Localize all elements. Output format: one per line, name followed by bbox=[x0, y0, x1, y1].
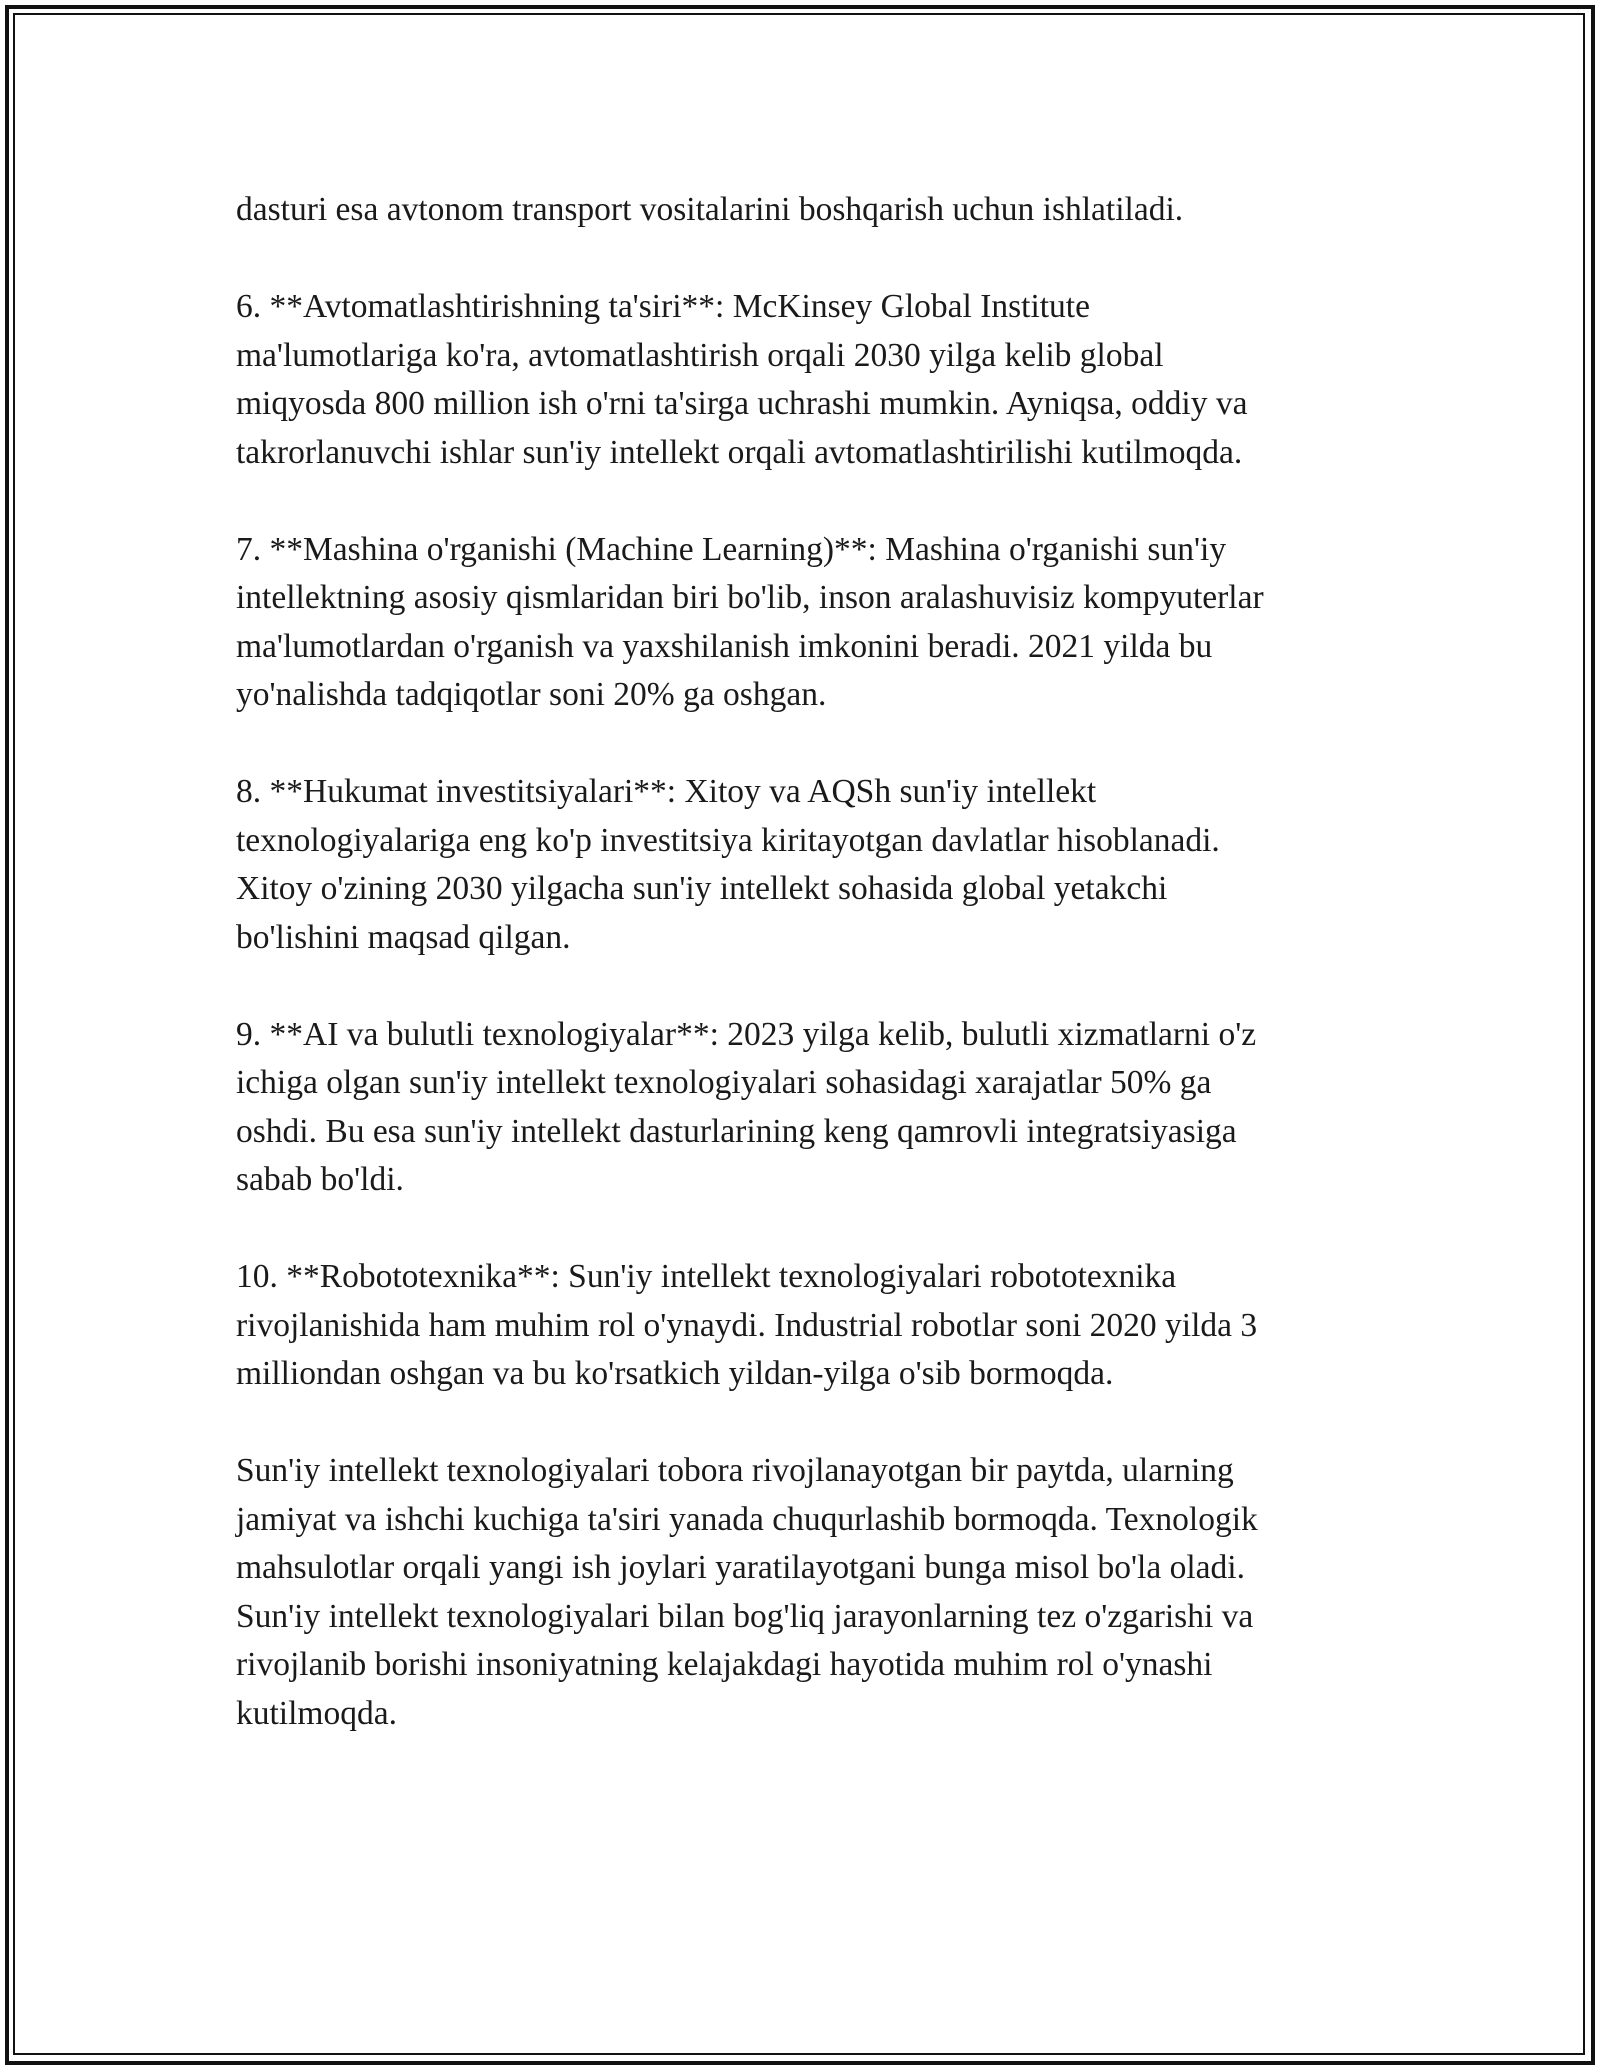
paragraph-conclusion: Sun'iy intellekt texnologiyalari tobora rivojlanayotgan bir paytda, ularning jamiyat va ishchi kuchiga ta'siri yanada chuqurlashib bormoqda. Texnologik mahsulotlar orqali yangi ish joylari yaratilayotgani bunga misol bo'la oladi. Sun'iy intellekt texnologiyalari bilan bog'liq jarayonlarning tez o'zgarishi va rivojlanib borishi insoniyatning kelajakdagi hayotida muhim rol o'ynashi kutilmoqda. bbox=[236, 1452, 1258, 1732]
paragraph-item-9: 9. **AI va bulutli texnologiyalar**: 2023 yilga kelib, bulutli xizmatlarni o'z ichiga olgan sun'iy intellekt texnologiyalari sohasidagi xarajatlar 50% ga oshdi. Bu esa sun'iy intellekt dasturlarining keng qamrovli integratsiyasiga sabab bo'ldi. bbox=[236, 1015, 1257, 1198]
paragraph-item-10: 10. **Robototexnika**: Sun'iy intellekt texnologiyalari robototexnika rivojlanishida ham muhim rol o'ynaydi. Industrial robotlar soni 2020 yilda 3 milliondan oshgan va bu ko'rsatkich yildan-yilga o'sib bormoqda. bbox=[236, 1258, 1258, 1392]
paragraph-item-6: 6. **Avtomatlashtirishning ta'siri**: McKinsey Global Institute ma'lumotlariga ko'ra, avtomatlashtirish orqali 2030 yilga kelib global miqyosda 800 million ish o'rni ta'sirga uchrashi mumkin. Ayniqsa, oddiy va takrorlanuvchi ishlar sun'iy intellekt orqali avtomatlashtirilishi kutilmoqda. bbox=[236, 288, 1248, 471]
paragraph-continuation: dasturi esa avtonom transport vositalarini boshqarish uchun ishlatiladi. bbox=[236, 191, 1184, 228]
paragraph-item-8: 8. **Hukumat investitsiyalari**: Xitoy va AQSh sun'iy intellekt texnologiyalariga eng ko'p investitsiya kiritayotgan davlatlar hisoblanadi. Xitoy o'zining 2030 yilgacha sun'iy intellekt sohasida global yetakchi bo'lishini maqsad qilgan. bbox=[236, 773, 1220, 956]
paragraph-item-7: 7. **Mashina o'rganishi (Machine Learning)**: Mashina o'rganishi sun'iy intellektning asosiy qismlaridan biri bo'lib, inson aralashuvisiz kompyuterlar ma'lumotlardan o'rganish va yaxshilanish imkonini beradi. 2021 yilda bu yo'nalishda tadqiqotlar soni 20% ga oshgan. bbox=[236, 530, 1264, 713]
document-body bbox=[236, 186, 1386, 1787]
